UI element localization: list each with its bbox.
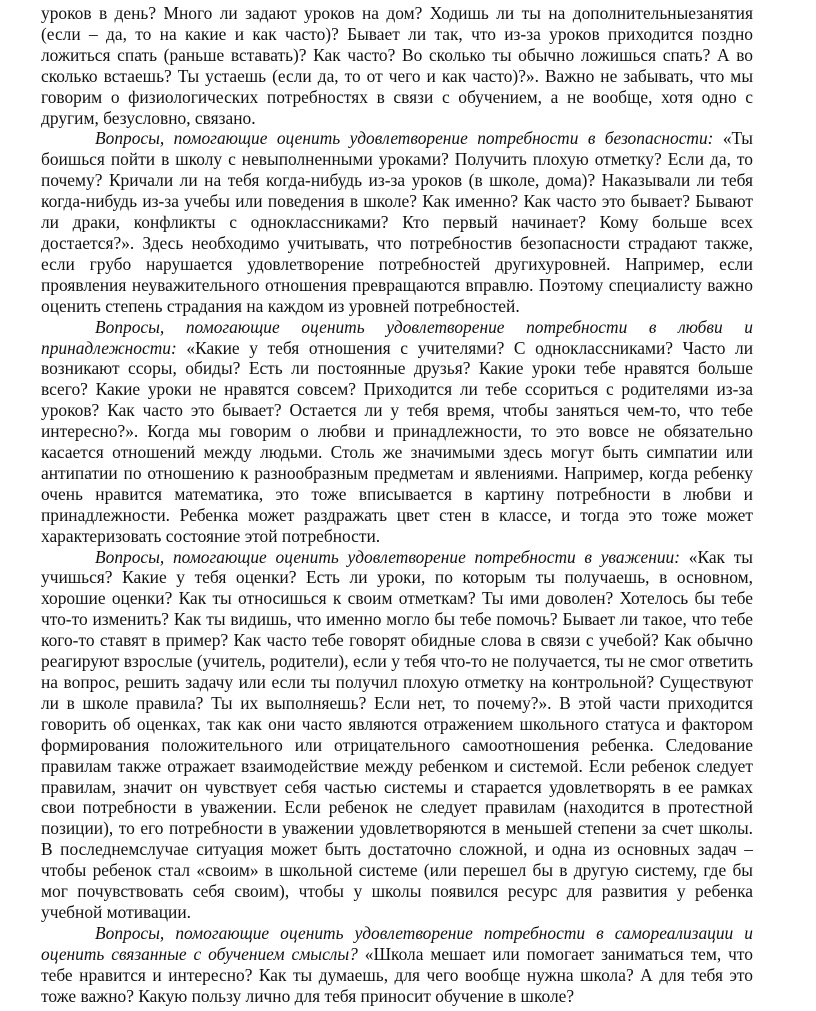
paragraph-text: уроков в день? Много ли задают уроков на дом? Ходишь ли ты на дополнительныезанятия (если – да, то на какие и как часто)? Бывает ли так, что из-за уроков приходится поздно ложиться спать (раньше вставать)? Как часто? Во сколько ты обычно ложишься спать? А во сколько встаешь? Ты устаешь (если да, то от чего и как часто)?». Важно не забывать, что мы говорим о физиологических потребностях в связи с обучением, а не вообще, хотя одно с другим, безусловно, связано.	[41, 3, 753, 128]
paragraph-self-realization-needs	[41, 923, 753, 1007]
paragraph-safety-needs	[41, 128, 753, 316]
paragraph-respect-needs	[41, 547, 753, 923]
paragraph-love-belonging-needs	[41, 317, 753, 547]
paragraph-lead: Вопросы, помогающие оценить удовлетворение потребности в уважении:	[95, 546, 681, 567]
paragraph-text: «Как ты учишься? Какие у тебя оценки? Есть ли уроки, по которым ты получаешь, в основном, хорошие оценки? Как ты относишься к своим отметкам? Ты ими доволен? Хотелось бы тебе что-то изменить? Как ты видишь, что именно могло бы тебе помочь? Бывает ли такое, что тебе кого-то ставят в пример? Как часто тебе говорят обидные слова в связи с учебой? Как обычно реагируют взрослые (учитель, родители), если у тебя что-то не получается, ты не смог ответить на вопрос, решить задачу или если ты получил плохую отметку на контрольной? Существуют ли в школе правила? Ты их выполняешь? Если нет, то почему?». В этой части приходится говорить об оценках, так как они часто являются отражением школьного статуса и фактором формирования положительного или отрицательного самоотношения ребенка. Следование правилам также отражает взаимодействие между ребенком и системой. Если ребенок следует правилам, значит он чувствует себя частью системы и старается удовлетворять в ее рамках свои потребности в уважении. Если ребенок не следует правилам (находится в протестной позиции), то его потребности в уважении удовлетворяются в меньшей степени за счет школы. В последнемслучае ситуация может быть достаточно сложной, и одна из основных задач – чтобы ребенок стал «своим» в школьной системе (или перешел бы в другую систему, где бы мог почувствовать себя своим), чтобы у школы появился ресурс для развития у ребенка учебной мотивации.	[41, 546, 753, 922]
paragraph-lead: Вопросы, помогающие оценить удовлетворение потребности в любви и принадлежности:	[41, 316, 753, 358]
paragraph-lead: Вопросы, помогающие оценить удовлетворение потребности в самореализации и оценить связанные с обучением смыслы?	[41, 922, 753, 964]
document-page	[41, 3, 753, 1007]
paragraph-lead: Вопросы, помогающие оценить удовлетворение потребности в безопасности:	[95, 128, 714, 149]
paragraph-text: «Ты боишься пойти в школу с невыполненными уроками? Получить плохую отметку? Если да, то почему? Кричали ли на тебя когда-нибудь из-за уроков (в школе, дома)? Наказывали ли тебя когда-нибудь из-за учебы или поведения в школе? Как именно? Как часто это бывает? Бывают ли драки, конфликты с одноклассниками? Кто первый начинает? Кому больше всех достается?». Здесь необходимо учитывать, что потребностив безопасности страдают также, если грубо нарушается удовлетворение потребностей другихуровней. Например, если проявления неуважительного отношения превращаются вправлю. Поэтому специалисту важно оценить степень страдания на каждом из уровней потребностей.	[41, 128, 753, 316]
paragraph-physiological-questions	[41, 3, 753, 128]
paragraph-text: «Какие у тебя отношения с учителями? С одноклассниками? Часто ли возникают ссоры, обиды? Есть ли постоянные друзья? Какие уроки тебе нравятся больше всего? Какие уроки не нравятся совсем? Приходится ли тебе ссориться с родителями из-за уроков? Как часто это бывает? Остается ли у тебя время, чтобы заняться чем-то, что тебе интересно?». Когда мы говорим о любви и принадлежности, то это вовсе не обязательно касается отношений между людьми. Столь же значимыми здесь могут быть симпатии или антипатии по отношению к разнообразным предметам и явлениями. Например, когда ребенку очень нравится математика, это тоже вписывается в картину потребности в любви и принадлежности. Ребенка может раздражать цвет стен в классе, и тогда это тоже может характеризовать состояние этой потребности.	[41, 337, 753, 546]
paragraph-text: «Школа мешает или помогает заниматься тем, что тебе нравится и интересно? Как ты думаешь, для чего вообще нужна школа? А для тебя это тоже важно? Какую пользу лично для тебя приносит обучение в школе?	[41, 943, 753, 1006]
